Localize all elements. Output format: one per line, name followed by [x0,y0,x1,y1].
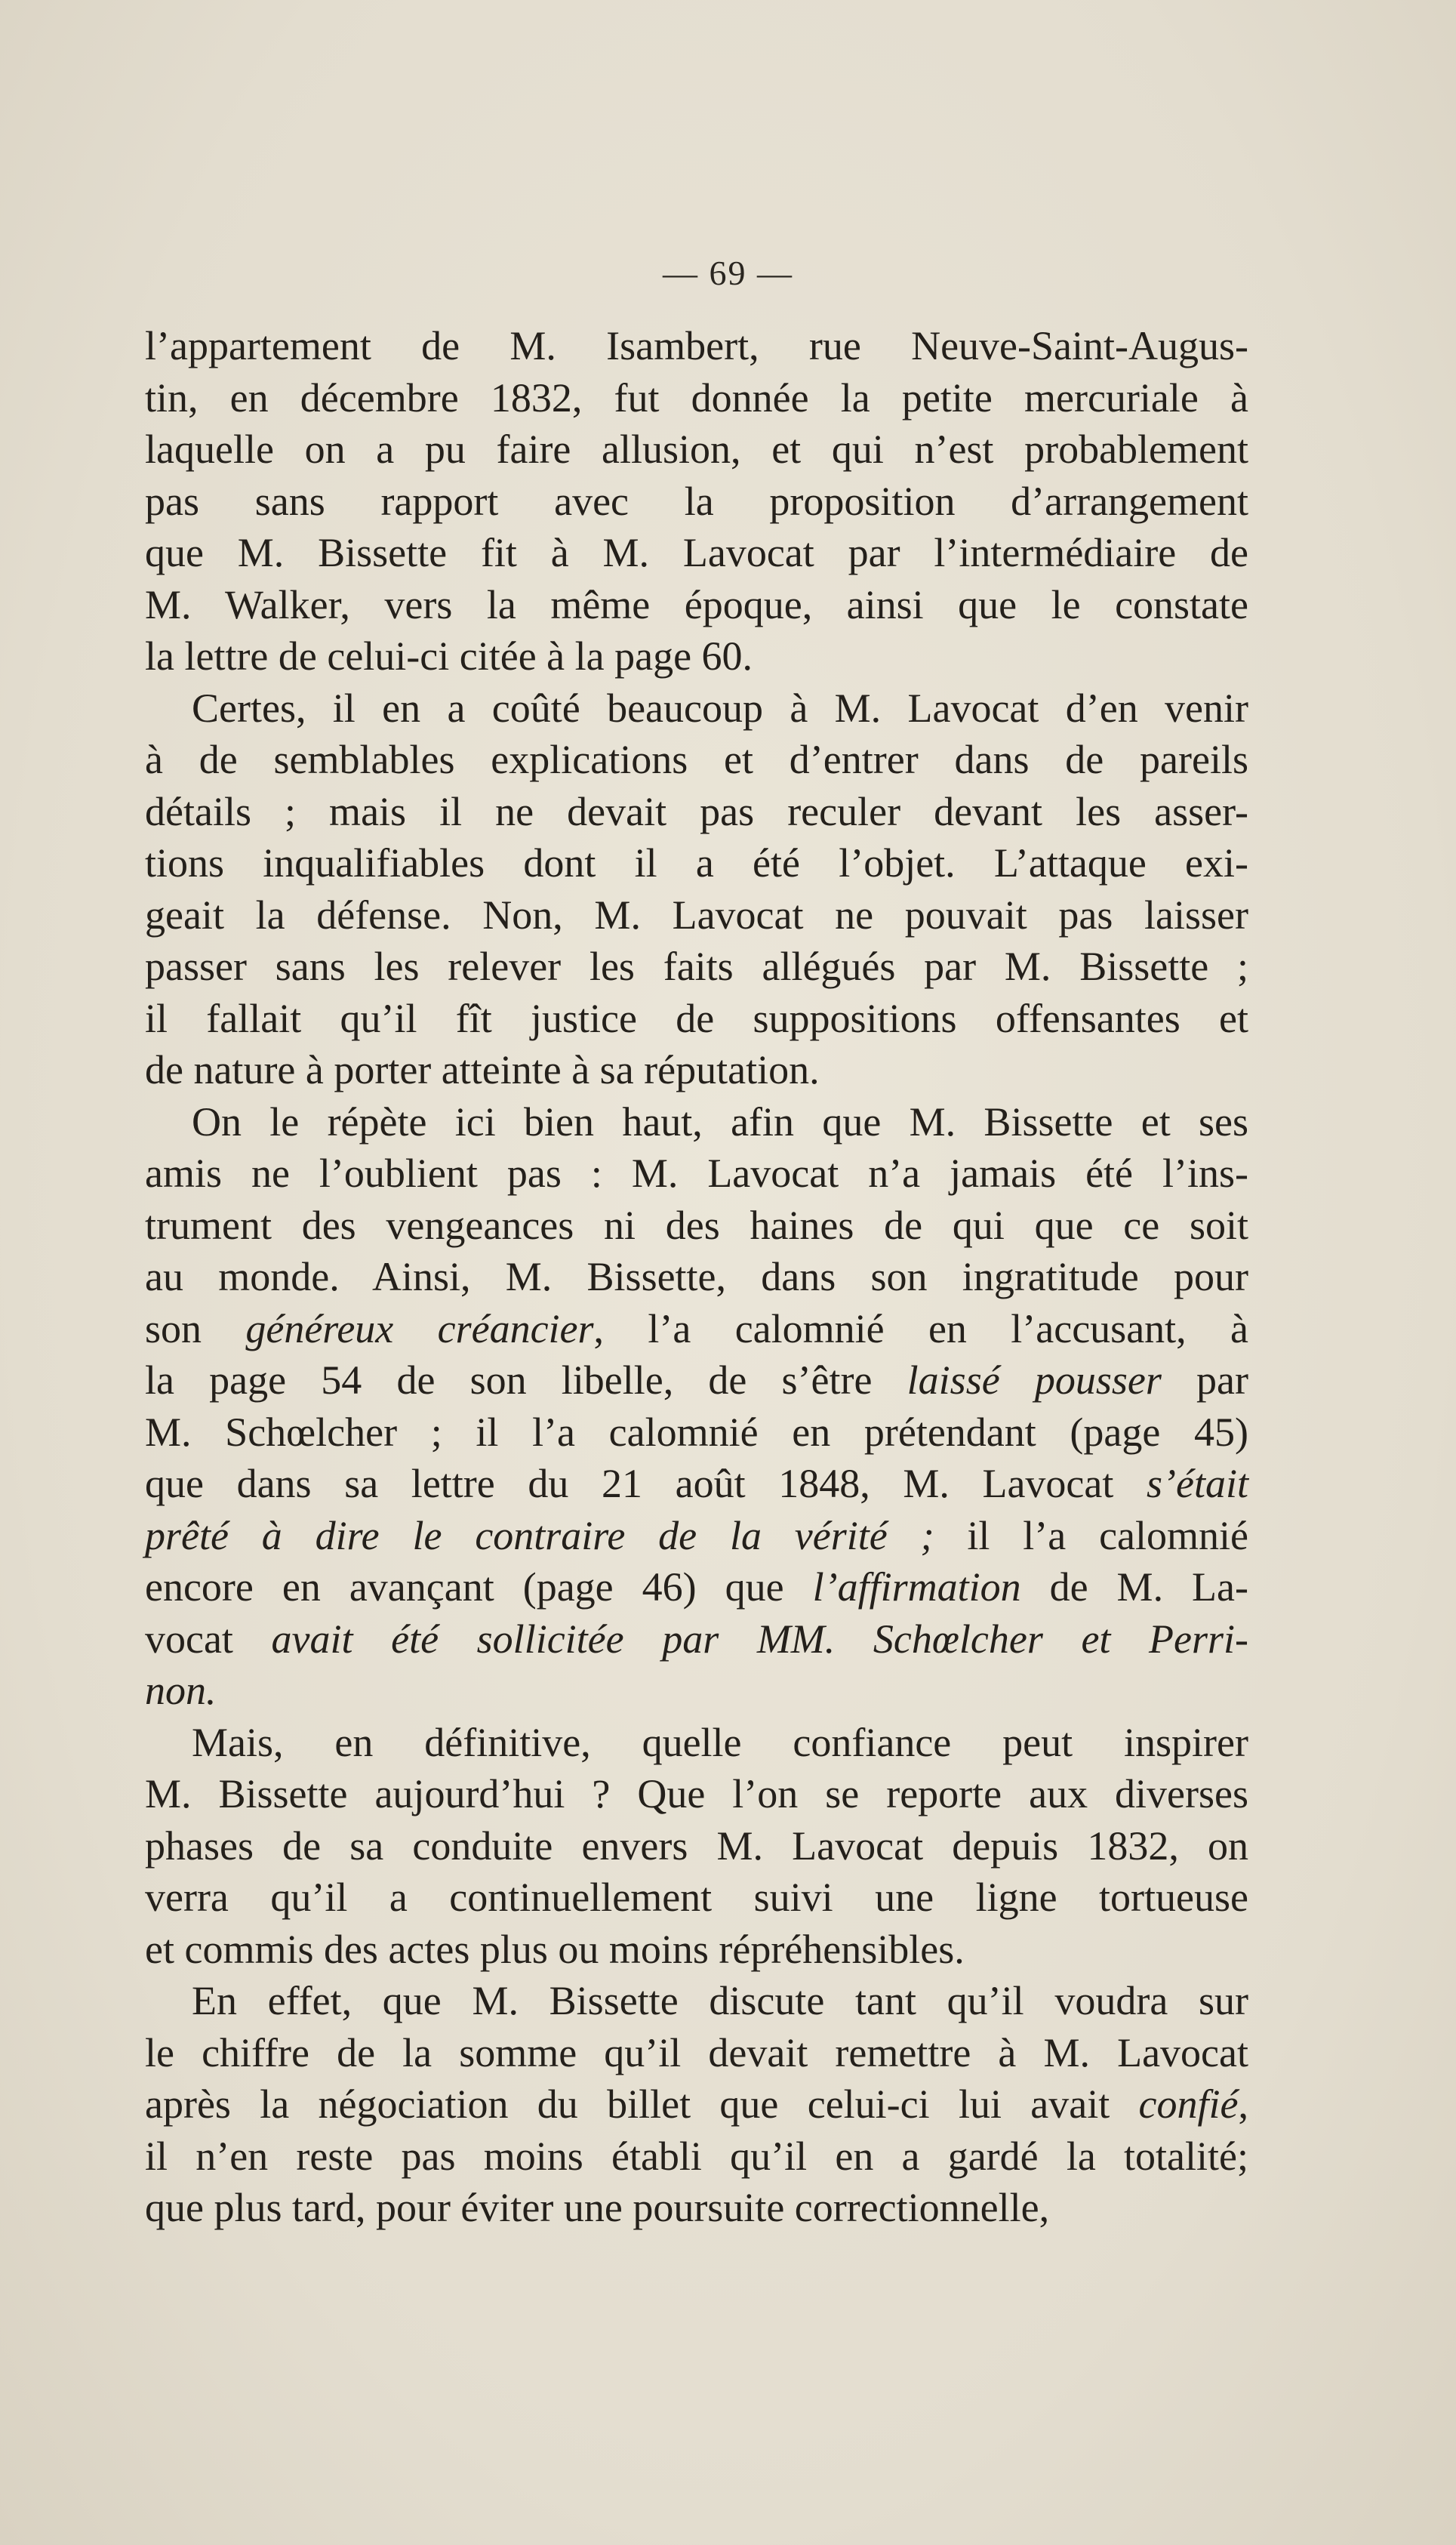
text-line [145,1872,1248,1924]
text-line [145,1510,1248,1562]
text-segment: phases de sa conduite envers M. Lavocat depuis 1832, on [145,1822,1248,1869]
text-line [145,1303,1248,1355]
text-segment: amis ne l’oublient pas : M. Lavocat n’a jamais été l’ins- [145,1151,1248,1196]
text-line [145,1407,1248,1459]
text-segment: M. Walker, vers la même époque, ainsi que le constate [145,581,1248,627]
text-segment: verra qu’il a continuellement suivi une ligne tortueuse [145,1875,1248,1920]
text-line [145,2131,1248,2183]
text-line [145,2078,1248,2131]
text-segment: son [145,1305,246,1351]
text-segment: En effet, que M. Bissette discute tant qu’il voudra sur [192,1978,1248,2023]
italic-text: non. [145,1668,217,1713]
text-segment: la lettre de celui-ci citée à la page 60. [145,633,753,679]
text-segment: Certes, il en a coûté beaucoup à M. Lavocat d’en venir [192,685,1248,731]
text-segment: geait la défense. Non, M. Lavocat ne pouvait pas laisser [145,892,1248,938]
text-line [145,1096,1248,1148]
text-segment: laquelle on a pu faire allusion, et qui n’est probablement [145,427,1248,472]
italic-text: l’affirmation [812,1564,1021,1610]
text-segment: et commis des actes plus ou moins répréhensibles. [145,1926,965,1972]
italic-text: laissé pousser [907,1357,1162,1403]
text-segment: de M. La- [1020,1564,1248,1610]
text-segment: pas sans rapport avec la proposition d’arrangement [145,478,1248,524]
text-line [145,1768,1248,1820]
text-segment: tions inqualifiables dont il a été l’objet. L’attaque exi- [145,840,1248,886]
text-segment: il l’a calomnié [934,1512,1249,1558]
text-line [145,1975,1248,2027]
text-segment: vocat [145,1616,272,1662]
text-line [145,2182,1248,2234]
text-segment: détails ; mais il ne devait pas reculer devant les asser- [145,788,1248,834]
text-line [145,1458,1248,1510]
text-segment: On le répète ici bien haut, afin que M. Bissette et ses [192,1098,1248,1145]
text-line [145,786,1248,838]
text-line [145,1044,1248,1096]
text-line [145,2027,1248,2079]
text-segment: Mais, en définitive, quelle confiance peut inspirer [192,1719,1248,1765]
text-line [145,579,1248,631]
text-segment: trument des vengeances ni des haines de qui que ce soit [145,1202,1248,1248]
body-text [145,320,1248,2234]
text-line [145,682,1248,735]
text-segment: , [1238,2081,1248,2127]
text-segment: M. Bissette aujourd’hui ? Que l’on se reporte aux diverses [145,1771,1248,1816]
text-line [145,1148,1248,1200]
text-line [145,1820,1248,1872]
text-segment: il fallait qu’il fît justice de suppositions offensantes et [145,995,1248,1041]
text-segment: le chiffre de la somme qu’il devait remettre à M. Lavocat [145,2029,1248,2075]
text-line [145,1613,1248,1665]
text-line [145,1665,1248,1717]
italic-text: avait été sollicitée par MM. Schœlcher et Perri- [271,1616,1248,1662]
text-segment: de nature à porter atteinte à sa réputation. [145,1047,820,1092]
italic-text: confié [1138,2081,1239,2127]
text-line [145,941,1248,993]
text-line [145,1561,1248,1613]
text-segment: M. Schœlcher ; il l’a calomnié en prétendant (page 45) [145,1409,1248,1455]
text-segment: l’appartement de M. Isambert, rue Neuve-Saint-Augus- [145,323,1248,368]
text-line [145,527,1248,579]
text-segment: la page 54 de son libelle, de s’être [145,1357,907,1403]
text-segment: passer sans les relever les faits allégués par M. Bissette ; [145,944,1248,989]
text-line [145,837,1248,889]
text-segment: tin, en décembre 1832, fut donnée la petite mercuriale à [145,374,1248,421]
text-segment: au monde. Ainsi, M. Bissette, dans son ingratitude pour [145,1254,1248,1299]
text-line [145,1717,1248,1769]
italic-text: généreux créancier [245,1305,594,1351]
text-line [145,993,1248,1045]
italic-text: s’était [1147,1461,1248,1506]
text-line [145,1251,1248,1303]
text-line [145,372,1248,424]
text-line [145,734,1248,786]
text-segment: encore en avançant (page 46) que [145,1564,813,1610]
text-line [145,320,1248,372]
text-line [145,476,1248,528]
text-segment: que M. Bissette fit à M. Lavocat par l’intermédiaire de [145,530,1248,575]
text-segment: par [1161,1357,1249,1403]
text-line [145,889,1248,941]
text-segment: il n’en reste pas moins établi qu’il en a gardé la totalité; [145,2133,1248,2179]
text-segment: après la négociation du billet que celui-ci lui avait [145,2081,1139,2127]
text-line [145,630,1248,682]
text-line [145,424,1248,476]
text-segment: que dans sa lettre du 21 août 1848, M. Lavocat [145,1461,1147,1506]
text-line [145,1200,1248,1252]
italic-text: prêté à dire le contraire de la vérité ; [145,1512,934,1558]
text-line [145,1354,1248,1407]
page-number: — 69 — [663,254,793,292]
text-segment: , l’a calomnié en l’accusant, à [593,1305,1248,1351]
text-line [145,1924,1248,1976]
text-segment: à de semblables explications et d’entrer dans de pareils [145,737,1248,782]
text-segment: que plus tard, pour éviter une poursuite correctionnelle, [145,2185,1050,2230]
